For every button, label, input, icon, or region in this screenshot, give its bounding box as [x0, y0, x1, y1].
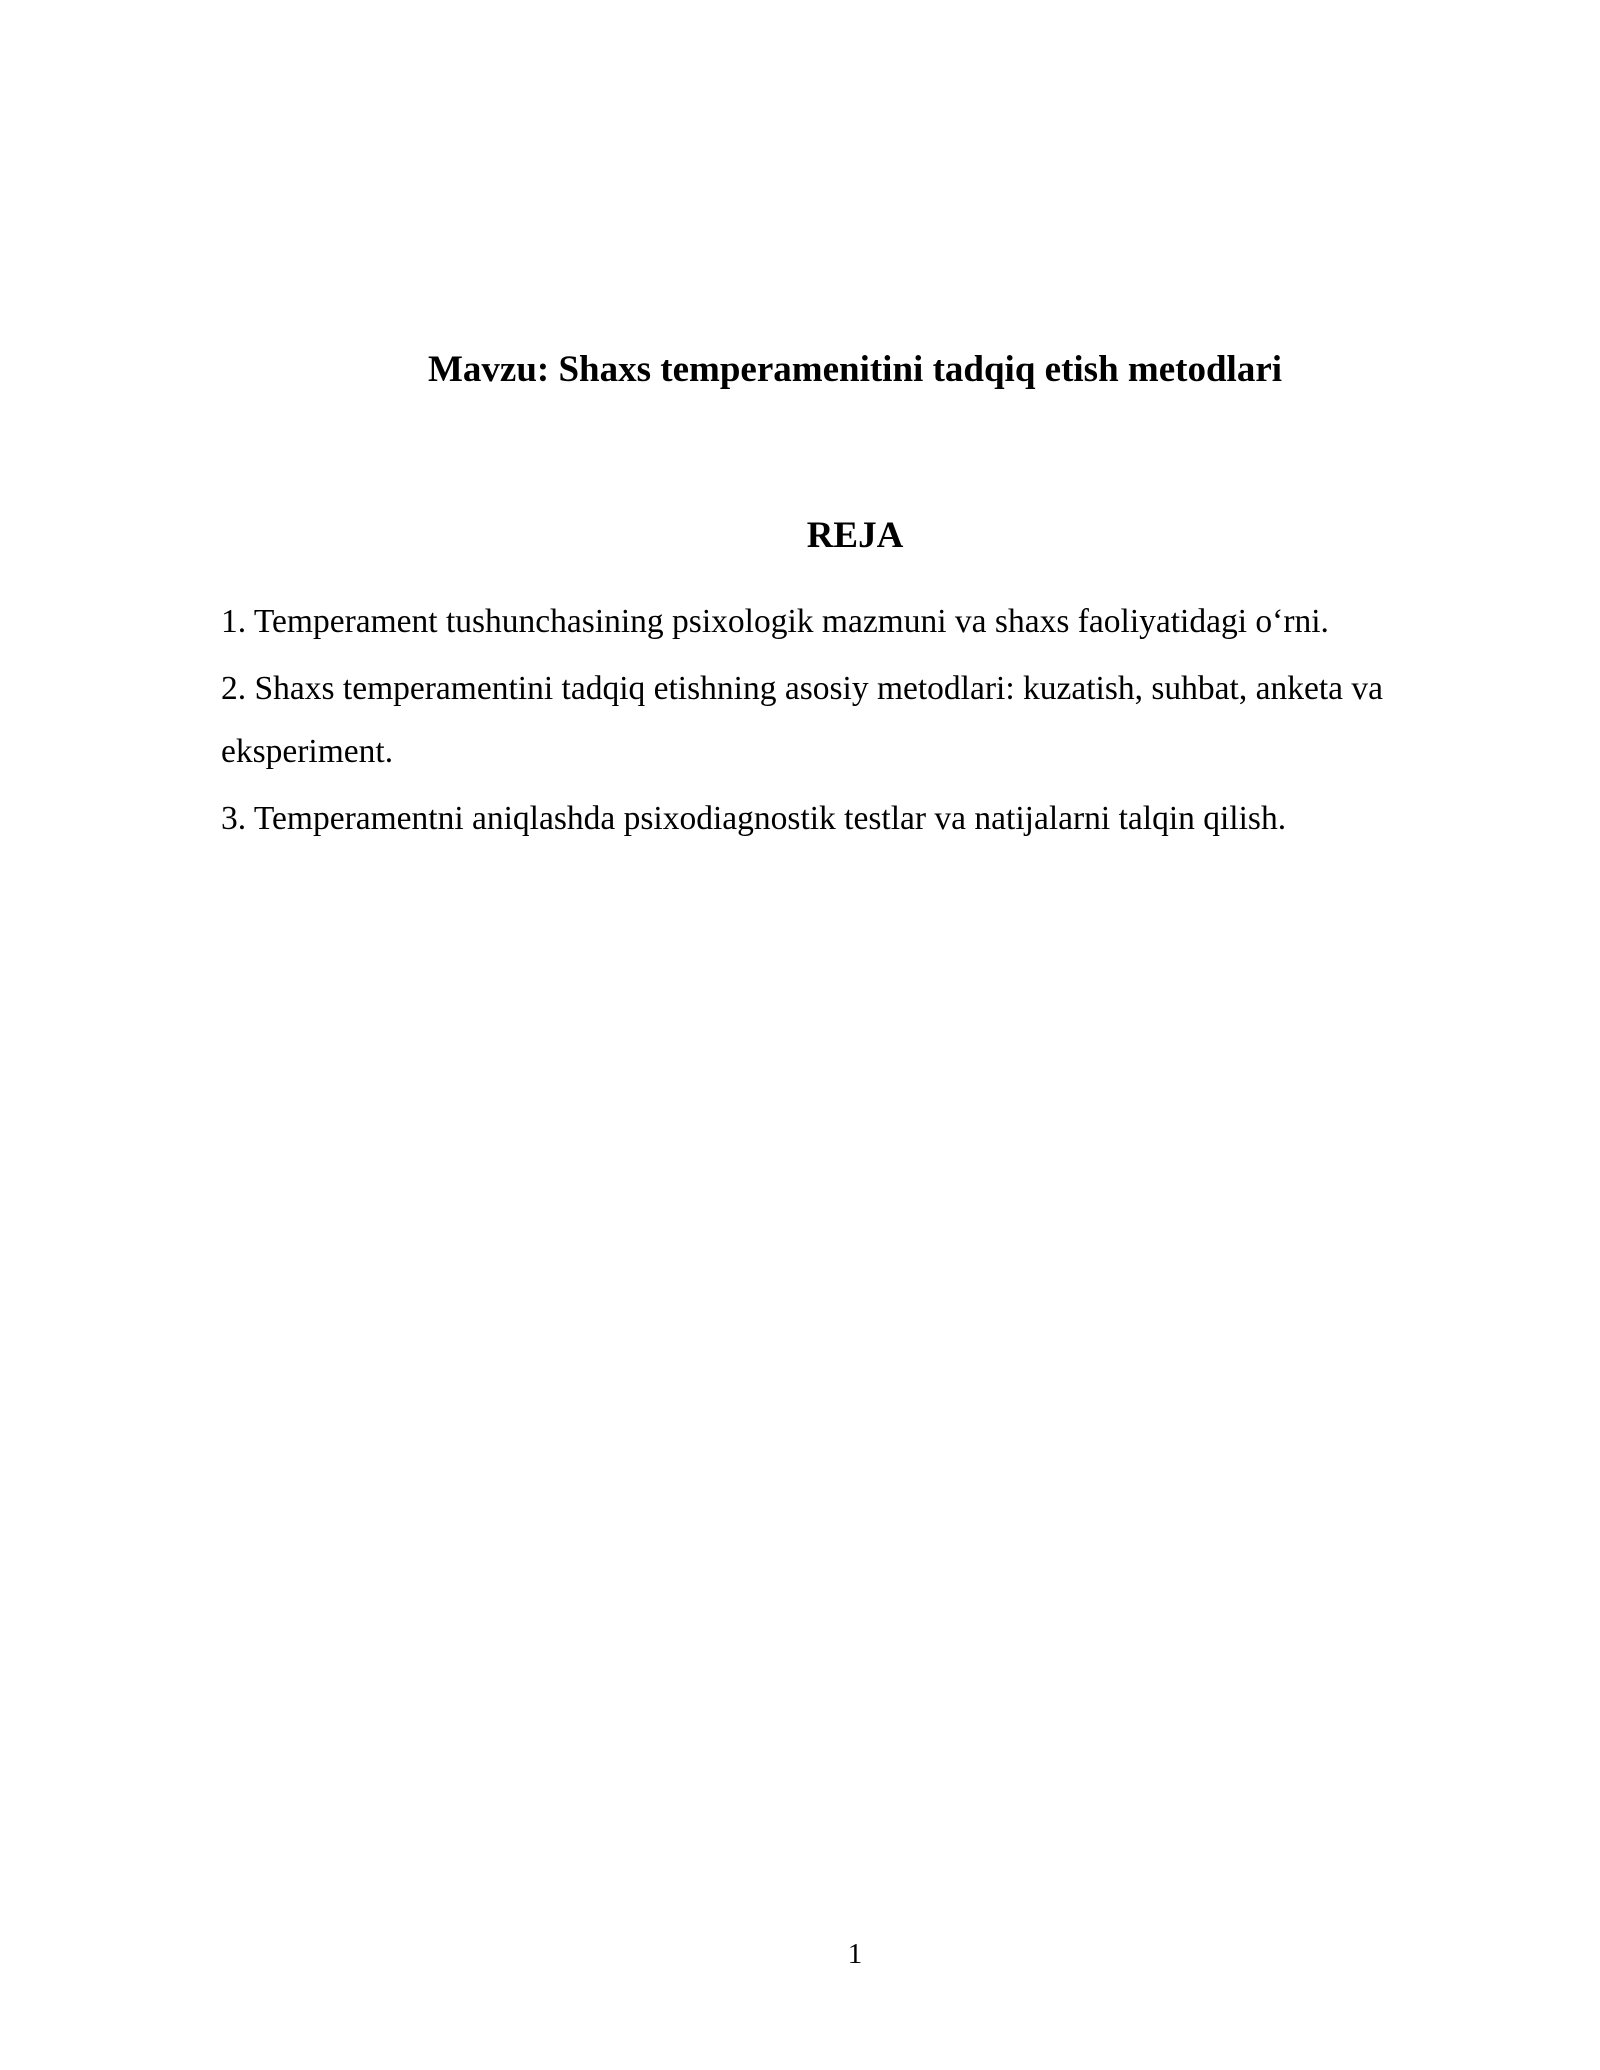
- page-number: 1: [847, 1938, 863, 1970]
- plan-heading: REJA: [806, 515, 904, 556]
- plan-item-3: 3. Temperamentni aniqlashda psixodiagnostik testlar va natijalarni talqin qilish.: [221, 800, 1287, 837]
- plan-item-1: 1. Temperament tushunchasining psixologik mazmuni va shaxs faoliyatidagi o‘rni.: [221, 603, 1329, 640]
- page-title: Mavzu: Shaxs temperamenitini tadqiq etish metodlari: [427, 349, 1283, 390]
- plan-item-2: 2. Shaxs temperamentini tadqiq etishning asosiy metodlari: kuzatish, suhbat, anketa va eksperiment.: [221, 670, 1384, 770]
- plan-list: [221, 590, 1471, 854]
